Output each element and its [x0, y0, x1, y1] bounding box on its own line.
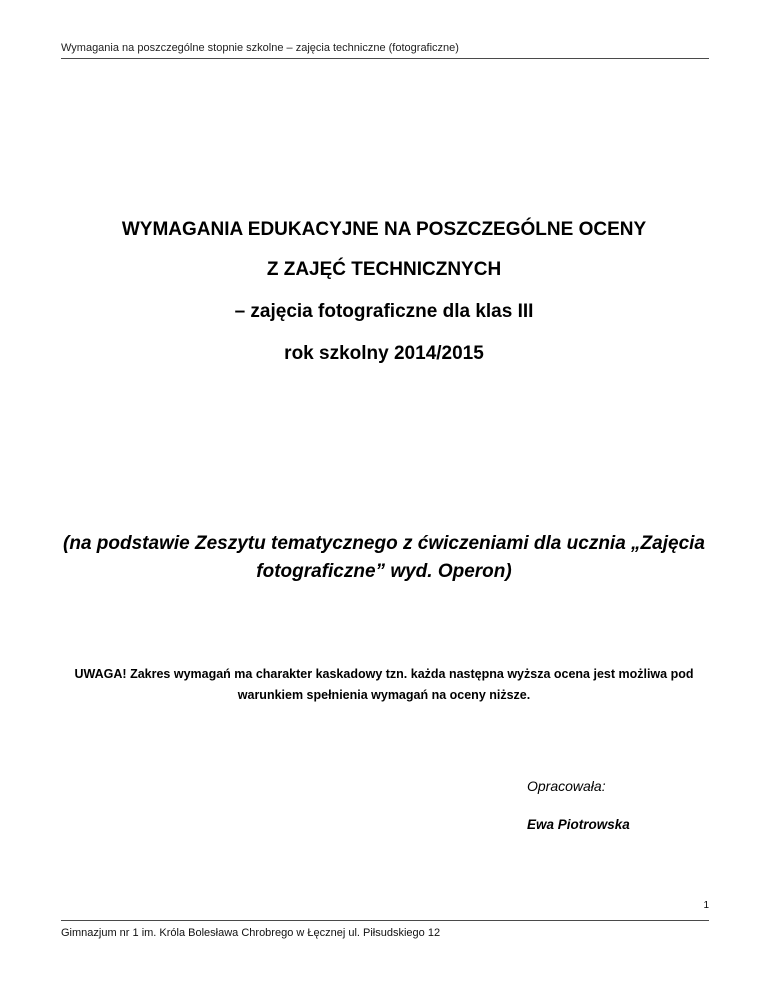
school-year: rok szkolny 2014/2015: [284, 343, 484, 364]
page-number: 1: [703, 900, 709, 911]
source-note: (na podstawie Zeszytu tematycznego z ćwiczeniami dla ucznia „Zajęcia fotograficzne” wyd. Operon): [63, 533, 705, 582]
document-title-line-1: WYMAGANIA EDUKACYJNE NA POSZCZEGÓLNE OCENY: [121, 219, 647, 240]
page-footer: [61, 920, 709, 941]
prepared-by-label: Opracowała:: [527, 778, 606, 794]
footer-text: Gimnazjum nr 1 im. Króla Bolesława Chrobrego w Łęcznej ul. Piłsudskiego 12: [61, 927, 441, 939]
document-title-line-2: Z ZAJĘĆ TECHNICZNYCH: [266, 259, 502, 280]
header-text: Wymagania na poszczególne stopnie szkolne – zajęcia techniczne (fotograficzne): [61, 42, 459, 54]
page-header: [61, 40, 709, 59]
document-title-line-3: – zajęcia fotograficzne dla klas III: [234, 301, 534, 322]
notice-text: UWAGA! Zakres wymagań ma charakter kaskadowy tzn. każda następna wyższa ocena jest możliwa pod warunkiem spełnienia wymagań na oceny niższe.: [74, 667, 694, 702]
author-name: Ewa Piotrowska: [527, 817, 630, 832]
